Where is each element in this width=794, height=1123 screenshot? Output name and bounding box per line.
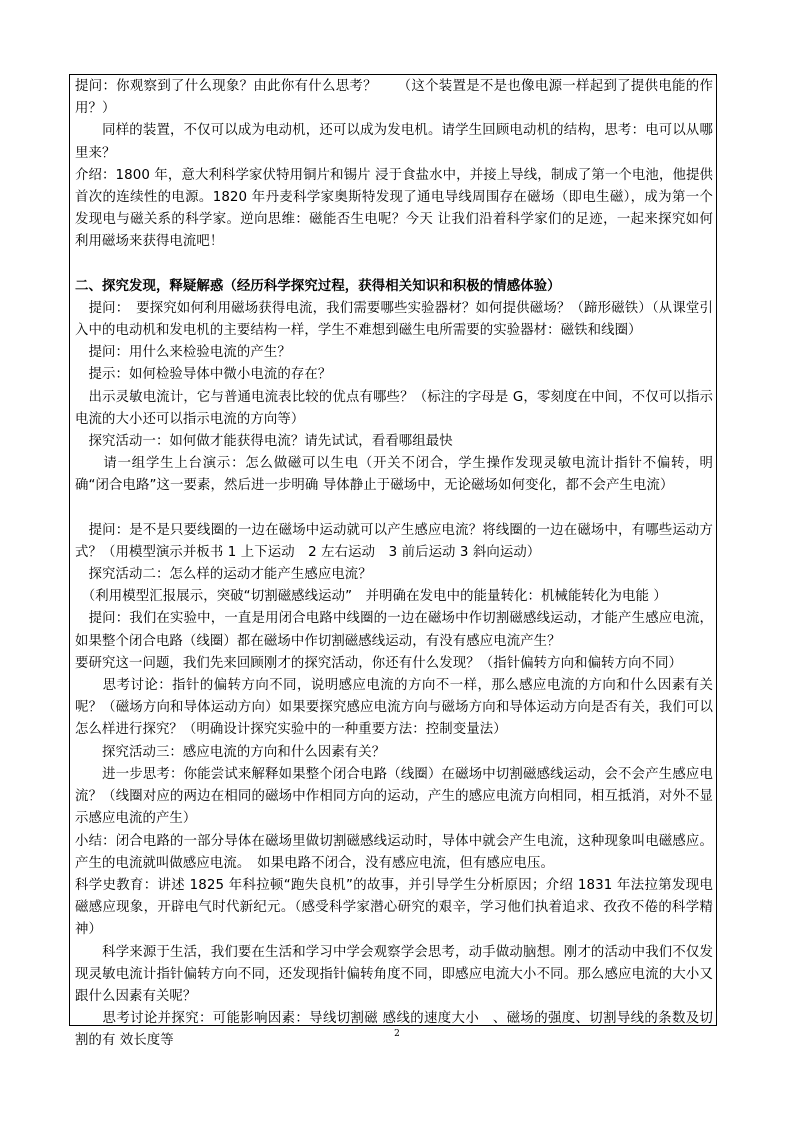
paragraph-activity-two: 探究活动二：怎么样的运动才能产生感应电流？ xyxy=(75,567,372,583)
paragraph-galvanometer: 出示灵敏电流计，它与普通电流表比较的优点有哪些？（标注的字母是 G，零刻度在中间，不仅可以指示电流的大小还可以指示电流的方向等） xyxy=(75,389,713,427)
paragraph-equipment-question: 提问： 要探究如何利用磁场获得电流，我们需要哪些实验器材？如何提供磁场？（蹄形磁铁）（从课堂引入中的电动机和发电机的主要结构一样，学生不难想到磁生电所需要的实验器材：磁铁和线圈） xyxy=(75,300,713,339)
paragraph-detect-current: 提问：用什么来检验电流的产生？ xyxy=(75,345,291,361)
lesson-content xyxy=(75,76,713,1053)
paragraph-history-intro: 介绍：1800 年，意大利科学家伏特用铜片和锡片 浸于食盐水中，并接上导线，制成了第一个电池，他提供首次的连续性的电源。1820 年丹麦科学家奥斯特发现了通电导线周围存在磁场（即电生磁），成为第一个发现电与磁关系的科学家。逆向思维：磁能否生电呢？今天 让我们沿着科学家们的足迹，一起来探究如何利用磁场来获得电流吧！ xyxy=(75,167,713,250)
paragraph-demo: 请一组学生上台演示：怎么做磁可以生电（开关不闭合，学生操作发现灵敏电流计指针不偏转，明确“闭合电路”这一要素，然后进一步明确 导体静止于磁场中，无论磁场如何变化，都不会产生电流） xyxy=(75,456,713,494)
paragraph-factors-discussion: 思考讨论并探究：可能影响因素：导线切割磁 感线的速度大小 、磁场的强度、切割导线的条数及切割的有 效长度等 xyxy=(75,1011,713,1049)
blank-line xyxy=(75,498,713,520)
blank-line xyxy=(75,254,713,276)
paragraph-review: 要研究这一问题，我们先来回顾刚才的探究活动，你还有什么发现？（指针偏转方向和偏转方向不同） xyxy=(75,655,683,671)
paragraph-discussion: 思考讨论：指针的偏转方向不同，说明感应电流的方向不一样，那么感应电流的方向和什么因素有关呢？（磁场方向和导体运动方向）如果要探究感应电流方向与磁场方向和导体运动方向是否有关，我们可以怎么样进行探究？（明确设计探究实验中的一种重要方法：控制变量法） xyxy=(75,678,713,738)
paragraph-whole-loop-question: 提问：我们在实验中，一直是用闭合电路中线圈的一边在磁场中作切割磁感线运动，才能产生感应电流，如果整个闭合电路（线圈）都在磁场中作切割磁感线运动，有没有感应电流产生？ xyxy=(75,611,713,649)
paragraph-science-from-life: 科学来源于生活，我们要在生活和学习中学会观察学会思考，动手做动脑想。刚才的活动中我们不仅发现灵敏电流计指针偏转方向不同，还发现指针偏转角度不同，即感应电流大小不同。那么感应电流的大小又跟什么因素有关呢？ xyxy=(75,944,713,1004)
paragraph-summary: 小结：闭合电路的一部分导体在磁场里做切割磁感线运动时，导体中就会产生电流，这种现象叫电磁感应。产生的电流就叫做感应电流。 如果电路不闭合，没有感应电流，但有感应电压。 xyxy=(75,833,713,871)
section-heading: 二、探究发现，释疑解惑（经历科学探究过程，获得相关知识和积极的情感体验） xyxy=(75,278,561,294)
paragraph-motion-question: 提问：是不是只要线圈的一边在磁场中运动就可以产生感应电流？将线圈的一边在磁场中，有哪些运动方式？（用模型演示并板书 1 上下运动 2 左右运动 3 前后运动 3 斜向运动） xyxy=(75,522,713,560)
paragraph-activity-three: 探究活动三：感应电流的方向和什么因素有关？ xyxy=(75,744,386,760)
paragraph-question-observation: 提问：你观察到了什么现象？由此你有什么思考？ （这个装置是不是也像电源一样起到了提供电能的作用？） xyxy=(75,79,713,117)
paragraph-model-report: （利用模型汇报展示，突破“切割磁感线运动” 并明确在发电中的能量转化：机械能转化为电能 ） xyxy=(75,589,667,605)
paragraph-further-thinking: 进一步思考：你能尝试来解释如果整个闭合电路（线圈）在磁场中切割磁感线运动，会不会产生感应电流？（线圈对应的两边在相同的磁场中作相同方向的运动，产生的感应电流方向相同，相互抵消，对外不显示感应电流的产生） xyxy=(75,766,713,827)
page-number: 2 xyxy=(394,1029,400,1039)
paragraph-hint: 提示：如何检验导体中微小电流的存在？ xyxy=(75,367,332,383)
paragraph-science-history: 科学史教育：讲述 1825 年科拉顿“跑失良机”的故事，并引导学生分析原因；介绍 1831 年法拉第发现电磁感应现象，开辟电气时代新纪元。（感受科学家潜心研究的艰辛，学习他们执着追求、孜孜不倦的科学精神） xyxy=(75,877,713,938)
paragraph-activity-one: 探究活动一：如何做才能获得电流？请先试试，看看哪组最快 xyxy=(75,434,453,450)
paragraph-generator-intro: 同样的装置，不仅可以成为电动机，还可以成为发电机。请学生回顾电动机的结构，思考：电可以从哪里来？ xyxy=(75,123,713,161)
